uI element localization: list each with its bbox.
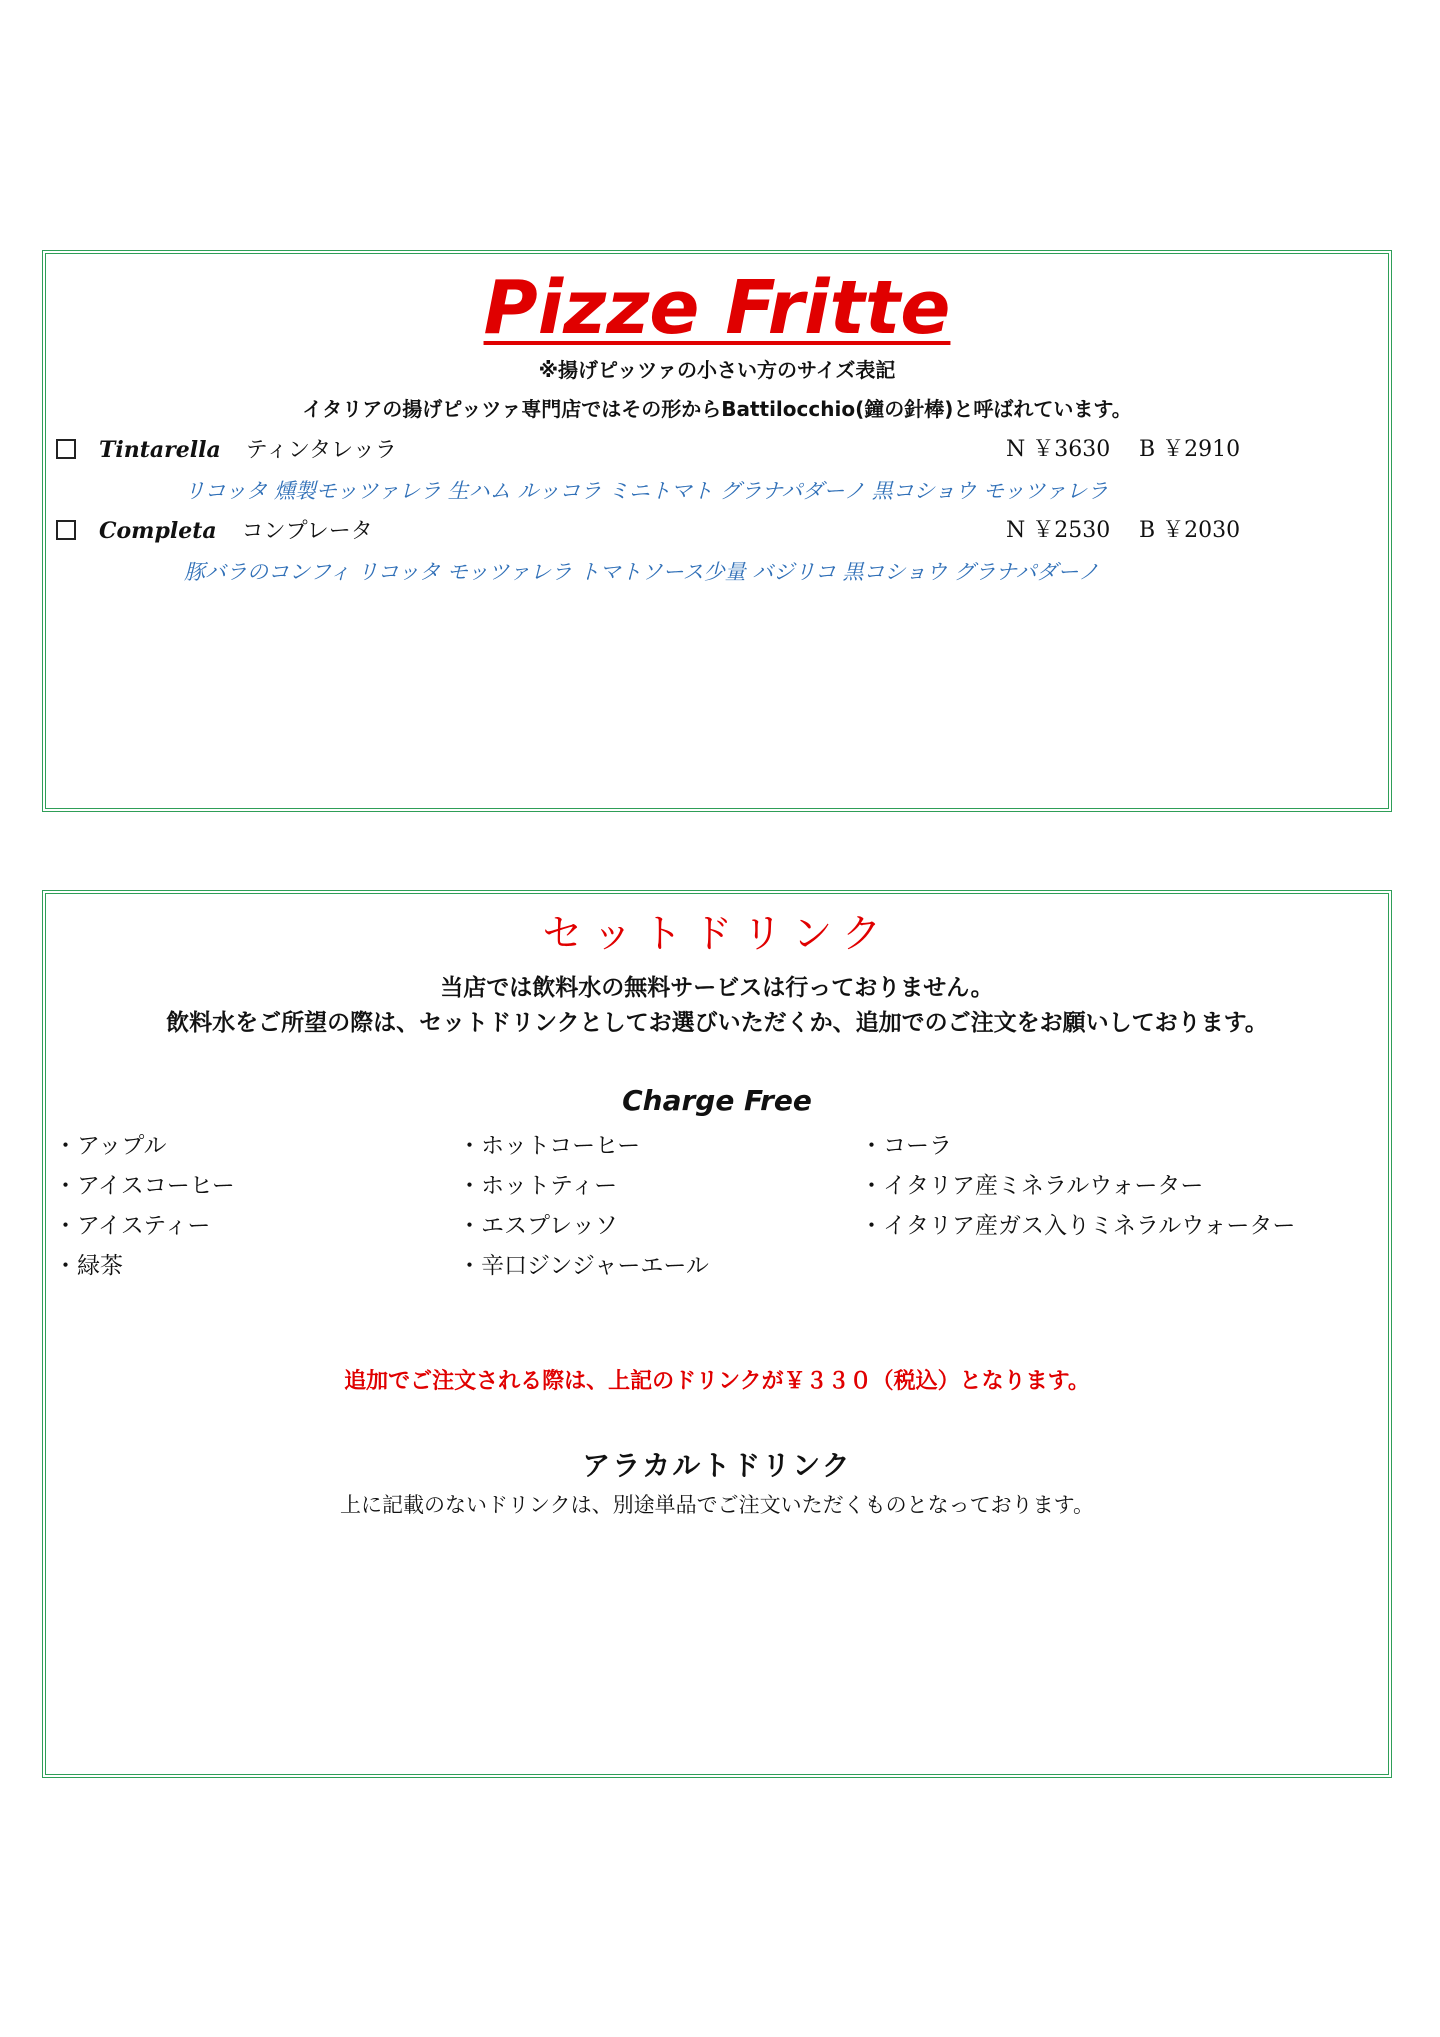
item-ingredients: リコッタ 燻製モッツァレラ 生ハム ルッコラ ミニトマト グラナパダーノ 黒コショウ モッツァレラ	[184, 479, 1109, 503]
section-title: セットドリンク	[542, 911, 892, 957]
item-name: Tintarella	[99, 437, 221, 463]
price-n: N ￥3630	[1006, 437, 1111, 462]
drink-item: ・コーラ	[860, 1133, 952, 1159]
alacarte-heading: アラカルトドリンク	[582, 1449, 852, 1482]
drink-item: ・イタリア産ミネラルウォーター	[860, 1173, 1204, 1199]
section-title: Pizze Fritte	[483, 265, 951, 351]
item-name: Completa	[99, 518, 217, 544]
pizze-fritte-section	[42, 250, 1392, 812]
drink-item: ・イタリア産ガス入りミネラルウォーター	[860, 1213, 1296, 1239]
charge-free-heading: Charge Free	[622, 1084, 812, 1117]
drink-item: ・辛口ジンジャーエール	[458, 1253, 709, 1279]
drink-column	[860, 1126, 1295, 1246]
drink-column	[54, 1126, 235, 1286]
water-note-detail: 飲料水をご所望の際は、セットドリンクとしてお選びいただくか、追加でのご注文をお願いしております。	[166, 1009, 1268, 1036]
item-jp-name: コンプレータ	[241, 519, 373, 544]
drink-column	[458, 1126, 709, 1286]
size-note: ※揚げピッツァの小さい方のサイズ表記	[538, 358, 896, 382]
price-b: B ￥2910	[1139, 437, 1241, 462]
set-drink-section	[42, 890, 1392, 1778]
water-note: 当店では飲料水の無料サービスは行っておりません。	[440, 974, 994, 1001]
alacarte-note: 上に記載のないドリンクは、別途単品でご注文いただくものとなっております。	[340, 1493, 1094, 1517]
checkbox-icon	[56, 439, 76, 459]
menu-item	[56, 515, 1388, 547]
item-ingredients: 豚バラのコンフィ リコッタ モッツァレラ トマトソース少量 バジリコ 黒コショウ グラナパダーノ	[184, 560, 1100, 584]
checkbox-icon	[56, 520, 76, 540]
drink-item: ・エスプレッソ	[458, 1213, 618, 1239]
drink-item: ・アイスコーヒー	[54, 1173, 235, 1199]
drink-item: ・緑茶	[54, 1253, 123, 1279]
price-b: B ￥2030	[1139, 518, 1241, 543]
drink-item: ・ホットティー	[458, 1173, 618, 1199]
description-note: イタリアの揚げピッツァ専門店ではその形からBattilocchio(鐘の針棒)と呼ばれています。	[302, 397, 1132, 421]
menu-item	[56, 434, 1388, 466]
drink-item: ・アップル	[54, 1133, 167, 1159]
price-n: N ￥2530	[1006, 518, 1111, 543]
drink-item: ・アイスティー	[54, 1213, 211, 1239]
drink-item: ・ホットコーヒー	[458, 1133, 641, 1159]
extra-order-note: 追加でご注文される際は、上記のドリンクが￥３３０（税込）となります。	[344, 1369, 1090, 1394]
item-jp-name: ティンタレッラ	[245, 438, 397, 463]
